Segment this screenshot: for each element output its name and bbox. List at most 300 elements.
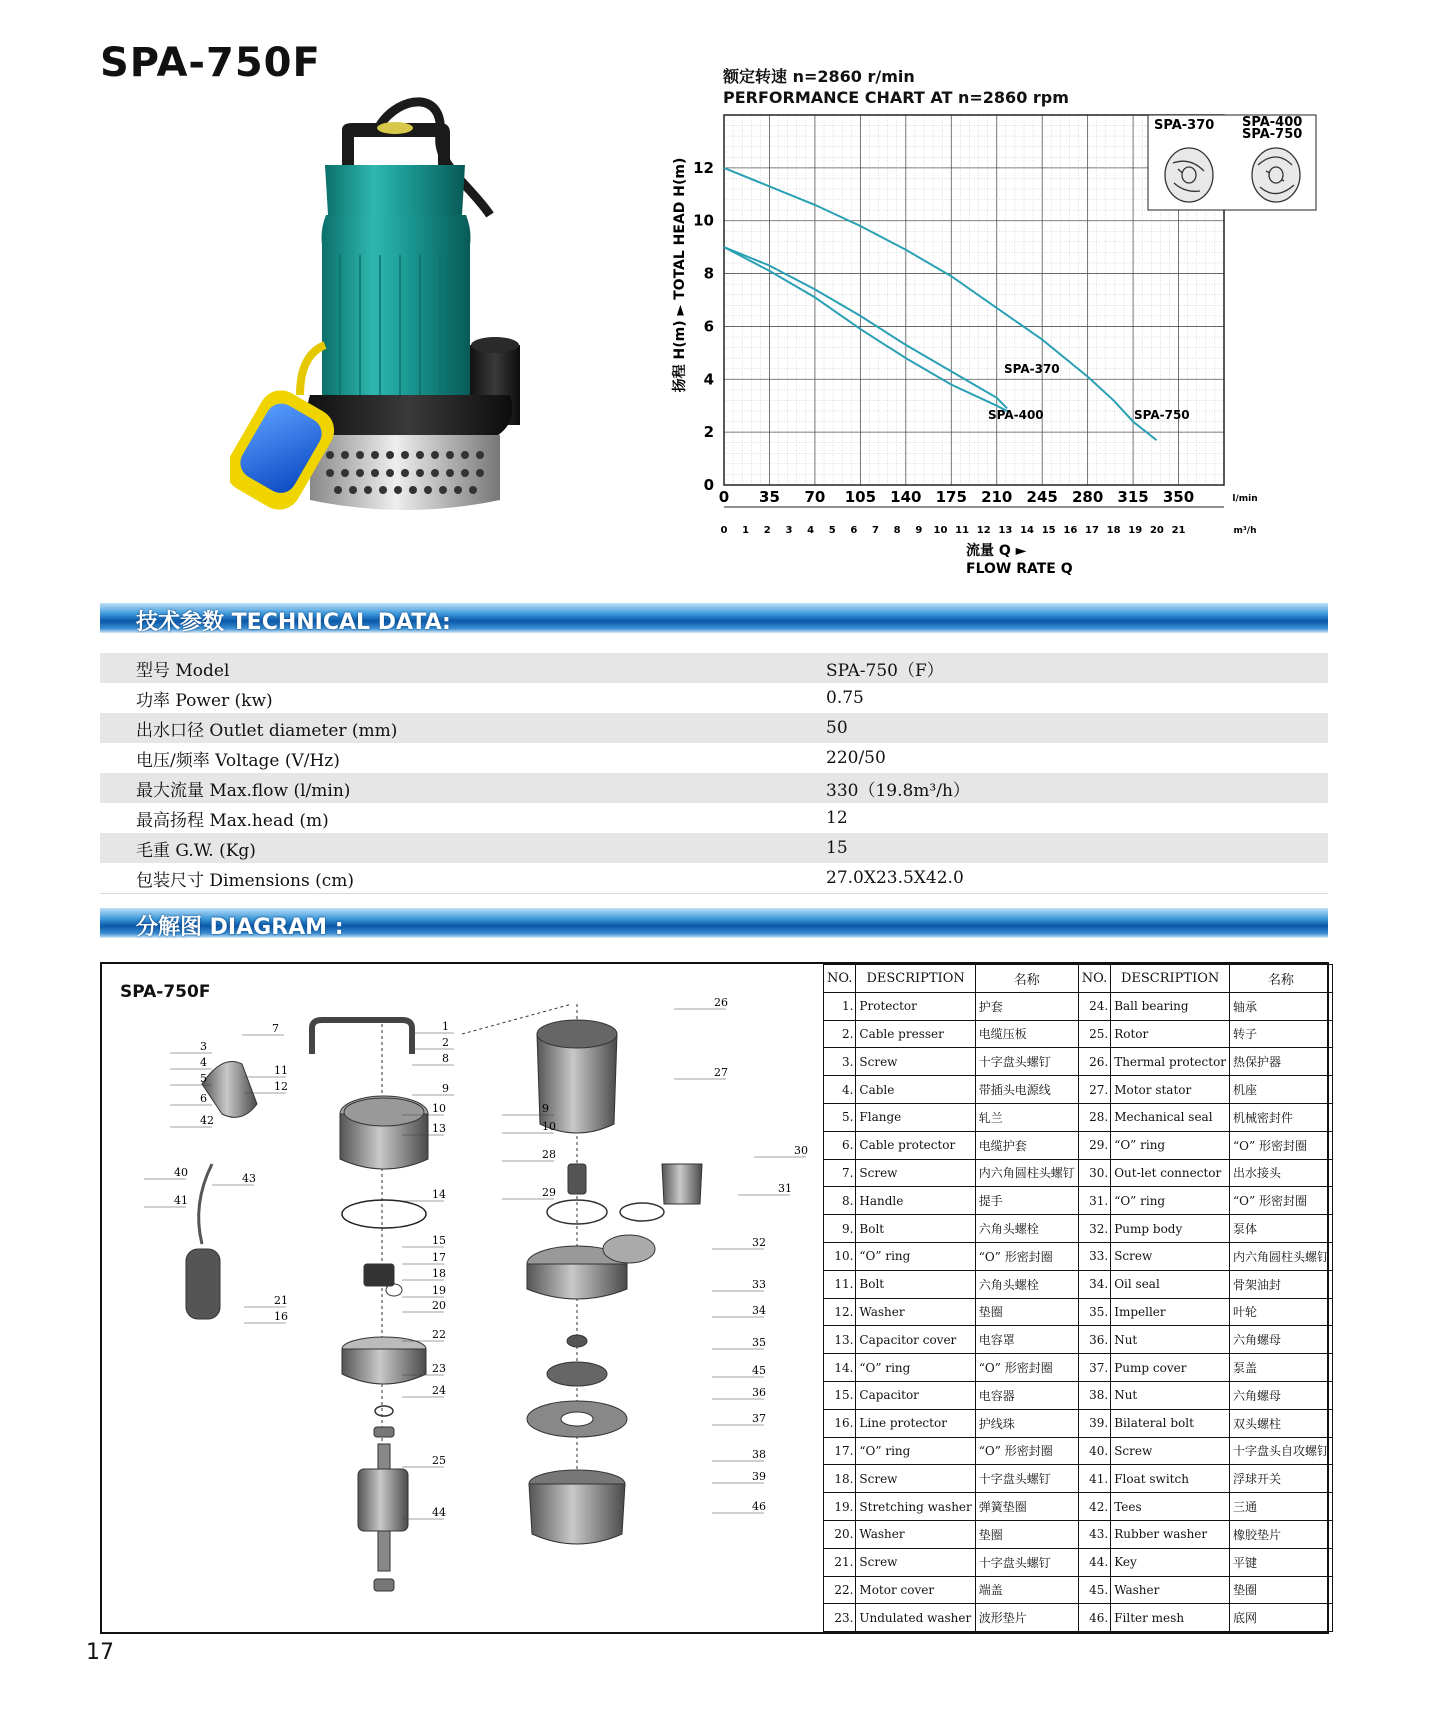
x-tick-label: 350 [1162,488,1195,506]
part-description: Cable presser [856,1020,975,1048]
callout-number: 21 [274,1294,288,1307]
pump-photo [230,95,570,555]
part-description: “O” ring [856,1242,975,1270]
x2-tick-label: 18 [1106,525,1121,536]
part-name-cn: 带插头电源线 [975,1076,1078,1104]
part-description: Capacitor [856,1381,975,1409]
part-name-cn: 六角头螺栓 [975,1270,1078,1298]
parts-row [824,1048,1333,1076]
impeller-legend [1148,105,1316,210]
part-number: 40. [1078,1437,1110,1465]
part-name-cn: 底网 [1230,1604,1333,1632]
part-description: Filter mesh [1111,1604,1230,1632]
part-description: Motor cover [856,1576,975,1604]
impeller-legend-left: SPA-370 [1154,118,1215,133]
tech-row [100,683,1328,713]
part-description: Undulated washer [856,1604,975,1632]
part-name-cn: 转子 [1230,1020,1333,1048]
part-number: 17. [824,1437,856,1465]
tech-value: SPA-750（F） [826,653,1328,683]
part-number: 15. [824,1381,856,1409]
callout-number: 13 [432,1122,446,1135]
part-description: Out-let connector [1111,1159,1230,1187]
part-number: 16. [824,1409,856,1437]
part-name-cn: 六角头螺栓 [975,1215,1078,1243]
x-unit-label: l/min [1232,494,1258,504]
x-tick-label: 245 [1026,488,1058,506]
callout-number: 26 [714,996,728,1009]
part-name-cn: 六角螺母 [1230,1326,1333,1354]
part-description: Handle [856,1187,975,1215]
callout-number: 7 [272,1022,279,1035]
parts-row [824,1159,1333,1187]
part-name-cn: 轴承 [1230,992,1333,1020]
callout-number: 33 [752,1278,766,1291]
part-description: Thermal protector [1111,1048,1230,1076]
part-name-cn: 提手 [975,1187,1078,1215]
callout-number: 12 [274,1080,288,1093]
part-name-cn: 平键 [1230,1548,1333,1576]
technical-data-table [100,653,1328,894]
callout-number: 35 [752,1336,766,1349]
col-name-cn-2: 名称 [1230,965,1333,993]
x2-tick-label: 19 [1128,525,1143,536]
callout-number: 1 [442,1020,449,1033]
tech-key: 电压/频率 Voltage (V/Hz) [136,750,340,771]
series-line-spa-400 [724,247,1007,411]
part-number: 32. [1078,1215,1110,1243]
tech-value: 27.0X23.5X42.0 [826,863,1328,894]
parts-row [824,1493,1333,1521]
part-number: 3. [824,1048,856,1076]
y-tick-label: 2 [703,423,714,442]
part-name-cn: 垫圈 [975,1298,1078,1326]
x2-tick-label: 14 [1020,525,1034,536]
tech-row [100,833,1328,863]
parts-row [824,1437,1333,1465]
col-description: DESCRIPTION [856,965,975,993]
callout-number: 9 [542,1102,549,1115]
part-description: Stretching washer [856,1493,975,1521]
part-description: Screw [856,1548,975,1576]
part-number: 10. [824,1242,856,1270]
x2-tick-label: 20 [1149,525,1164,536]
parts-row [824,1576,1333,1604]
x-tick-label: 315 [1117,488,1149,506]
x2-tick-label: 6 [850,525,858,536]
callout-number: 6 [200,1092,207,1105]
part-name-cn: 电缆护套 [975,1131,1078,1159]
col-no-2: NO. [1078,965,1110,993]
callout-number: 15 [432,1234,446,1247]
callout-number: 36 [752,1386,766,1399]
parts-row [824,1548,1333,1576]
tech-key: 最高扬程 Max.head (m) [136,810,329,831]
part-number: 9. [824,1215,856,1243]
part-name-cn: 橡胶垫片 [1230,1520,1333,1548]
part-number: 18. [824,1465,856,1493]
part-description: “O” ring [1111,1131,1230,1159]
part-name-cn: 浮球开关 [1230,1465,1333,1493]
part-name-cn: 垫圈 [1230,1576,1333,1604]
part-name-cn: 弹簧垫圈 [975,1493,1078,1521]
performance-chart [630,105,1350,585]
part-number: 43. [1078,1520,1110,1548]
callout-number: 29 [542,1186,556,1199]
part-description: Mechanical seal [1111,1103,1230,1131]
part-description: Key [1111,1548,1230,1576]
callout-number: 42 [200,1114,214,1127]
part-number: 36. [1078,1326,1110,1354]
series-line-spa-750 [724,168,1157,440]
y-tick-label: 4 [703,370,714,389]
x2-tick-label: 12 [976,525,991,536]
part-number: 11. [824,1270,856,1298]
callout-number: 11 [274,1064,288,1077]
callout-number: 10 [542,1120,556,1133]
part-name-cn: 端盖 [975,1576,1078,1604]
part-name-cn: 叶轮 [1230,1298,1333,1326]
part-name-cn: 十字盘头螺钉 [975,1465,1078,1493]
tech-row [100,863,1328,894]
tech-value: 12 [826,808,848,828]
right-assembly [462,1004,702,1544]
tech-key: 出水口径 Outlet diameter (mm) [100,713,826,743]
part-description: Rubber washer [1111,1520,1230,1548]
x-tick-label: 175 [935,488,967,506]
part-number: 4. [824,1076,856,1104]
callout-number: 18 [432,1267,446,1280]
callout-number: 32 [752,1236,766,1249]
part-name-cn: “O” 形密封圈 [1230,1131,1333,1159]
impeller-closed-icon [1252,148,1300,202]
impeller-open-icon [1165,148,1213,202]
part-description: Washer [1111,1576,1230,1604]
part-name-cn: 护套 [975,992,1078,1020]
tech-row [100,653,1328,683]
part-description: Tees [1111,1493,1230,1521]
callout-number: 39 [752,1470,766,1483]
parts-table-header [824,965,1333,993]
exploded-diagram [102,964,822,1628]
part-number: 1. [824,992,856,1020]
x2-tick-label: 2 [763,525,771,536]
diagram-model-label: SPA-750F [120,982,211,1002]
parts-row [824,1020,1333,1048]
x2-tick-label: 15 [1041,525,1056,536]
part-description: Screw [1111,1242,1230,1270]
part-name-cn: 骨架油封 [1230,1270,1333,1298]
callout-number: 4 [200,1056,207,1069]
tech-value: 0.75 [826,688,864,708]
part-name-cn: 波形垫片 [975,1604,1078,1632]
tech-row [100,803,1328,833]
part-name-cn: 泵盖 [1230,1354,1333,1382]
y-tick-label: 10 [693,211,714,230]
part-name-cn: 电容罩 [975,1326,1078,1354]
part-name-cn: 六角螺母 [1230,1381,1333,1409]
part-number: 33. [1078,1242,1110,1270]
x2-tick-label: 0 [720,525,728,536]
x2-tick-label: 1 [742,525,750,536]
part-name-cn: 三通 [1230,1493,1333,1521]
part-description: Impeller [1111,1298,1230,1326]
part-name-cn: 十字盘头螺钉 [975,1048,1078,1076]
callout-number: 10 [432,1102,446,1115]
x2-unit-label: m³/h [1233,526,1257,536]
tech-value: 15 [826,833,1328,863]
callout-number: 40 [174,1166,188,1179]
part-description: Screw [1111,1437,1230,1465]
x2-tick-label: 10 [933,525,948,536]
tech-key: 包装尺寸 Dimensions (cm) [100,863,826,894]
part-number: 25. [1078,1020,1110,1048]
series-label-spa-400: SPA-400 [988,408,1044,422]
col-no: NO. [824,965,856,993]
callout-number: 37 [752,1412,766,1425]
part-number: 35. [1078,1298,1110,1326]
callout-number: 9 [442,1082,449,1095]
part-description: Nut [1111,1381,1230,1409]
part-name-cn: 电缆压板 [975,1020,1078,1048]
parts-row [824,1604,1333,1632]
part-number: 8. [824,1187,856,1215]
tech-row [100,773,1328,803]
part-number: 30. [1078,1159,1110,1187]
part-name-cn: 十字盘头自攻螺钉 [1230,1437,1333,1465]
part-description: Screw [856,1048,975,1076]
technical-data-title: 技术参数 TECHNICAL DATA: [136,610,451,635]
diagram-header [100,908,1328,938]
page-title: SPA-750F [100,40,321,86]
impeller-legend-right2: SPA-750 [1242,127,1303,142]
part-number: 24. [1078,992,1110,1020]
part-description: Screw [856,1465,975,1493]
page-number: 17 [86,1640,114,1665]
x-tick-label: 140 [890,488,922,506]
part-description: Cable protector [856,1131,975,1159]
y-tick-label: 12 [693,158,714,177]
part-name-cn: 出水接头 [1230,1159,1333,1187]
part-description: Nut [1111,1326,1230,1354]
part-number: 34. [1078,1270,1110,1298]
part-description: Washer [856,1520,975,1548]
part-description: Float switch [1111,1465,1230,1493]
callout-number: 28 [542,1148,556,1161]
part-description: Cable [856,1076,975,1104]
part-description: Line protector [856,1409,975,1437]
col-description-2: DESCRIPTION [1111,965,1230,993]
parts-row [824,1076,1333,1104]
part-number: 21. [824,1548,856,1576]
diagram-title: 分解图 DIAGRAM : [136,915,344,940]
x-tick-label: 70 [804,488,826,506]
callout-number: 23 [432,1362,446,1375]
part-description: Bolt [856,1215,975,1243]
part-name-cn: “O” 形密封圈 [975,1242,1078,1270]
part-description: “O” ring [856,1437,975,1465]
x2-tick-label: 7 [872,525,879,536]
part-description: Capacitor cover [856,1326,975,1354]
parts-row [824,1381,1333,1409]
x-axis-label-en: FLOW RATE Q [966,561,1073,577]
part-description: Rotor [1111,1020,1230,1048]
part-name-cn: 机座 [1230,1076,1333,1104]
part-number: 38. [1078,1381,1110,1409]
tech-value: 220/50 [826,748,886,768]
parts-row [824,1326,1333,1354]
part-description: Ball bearing [1111,992,1230,1020]
part-number: 31. [1078,1187,1110,1215]
callout-number: 25 [432,1454,446,1467]
part-number: 46. [1078,1604,1110,1632]
x2-tick-label: 4 [807,525,815,536]
part-number: 44. [1078,1548,1110,1576]
part-name-cn: 双头螺柱 [1230,1409,1333,1437]
x2-tick-label: 11 [955,525,970,536]
part-number: 42. [1078,1493,1110,1521]
part-number: 6. [824,1131,856,1159]
col-name-cn: 名称 [975,965,1078,993]
part-name-cn: 热保护器 [1230,1048,1333,1076]
x-tick-label: 210 [981,488,1013,506]
x2-tick-label: 17 [1085,525,1099,536]
tech-key: 型号 Model [100,653,826,683]
callout-number: 43 [242,1172,256,1185]
part-number: 45. [1078,1576,1110,1604]
part-name-cn: 内六角圆柱头螺钉 [975,1159,1078,1187]
y-tick-label: 0 [703,476,714,494]
part-description: Motor stator [1111,1076,1230,1104]
part-number: 28. [1078,1103,1110,1131]
tech-key: 功率 Power (kw) [136,690,273,711]
part-description: Protector [856,992,975,1020]
part-name-cn: 十字盘头螺钉 [975,1548,1078,1576]
part-number: 26. [1078,1048,1110,1076]
tech-value: 330（19.8m³/h） [826,773,1328,803]
tech-key: 毛重 G.W. (Kg) [100,833,826,863]
x2-tick-label: 9 [915,525,923,536]
part-name-cn: “O” 形密封圈 [975,1437,1078,1465]
part-description: Washer [856,1298,975,1326]
part-number: 14. [824,1354,856,1382]
callout-number: 31 [778,1182,792,1195]
part-description: “O” ring [856,1354,975,1382]
parts-row [824,1242,1333,1270]
part-number: 37. [1078,1354,1110,1382]
callout-number: 41 [174,1194,188,1207]
parts-table [823,964,1333,1632]
part-number: 13. [824,1326,856,1354]
x2-tick-label: 21 [1171,525,1186,536]
callout-number: 5 [200,1072,207,1085]
x2-tick-label: 5 [828,525,836,536]
series-label-spa-370: SPA-370 [1004,362,1060,376]
chart-title: PERFORMANCE CHART AT n=2860 rpm [723,88,1069,107]
left-assembly [186,1020,428,1591]
part-number: 41. [1078,1465,1110,1493]
callout-number: 46 [752,1500,766,1513]
impeller-legend-right1: SPA-400 [1242,115,1303,130]
callout-number: 30 [794,1144,808,1157]
part-name-cn: “O” 形密封圈 [1230,1187,1333,1215]
callout-number: 2 [442,1036,449,1049]
parts-row [824,1409,1333,1437]
parts-row [824,992,1333,1020]
part-description: “O” ring [1111,1187,1230,1215]
part-number: 22. [824,1576,856,1604]
callout-number: 44 [432,1506,446,1519]
callout-number: 20 [432,1299,446,1312]
part-name-cn: “O” 形密封圈 [975,1354,1078,1382]
tech-row [100,743,1328,773]
part-name-cn: 机械密封件 [1230,1103,1333,1131]
parts-row [824,1520,1333,1548]
tech-key: 最大流量 Max.flow (l/min) [100,773,826,803]
callout-number: 34 [752,1304,766,1317]
callout-number: 22 [432,1328,446,1341]
x-tick-label: 280 [1071,488,1104,506]
part-number: 12. [824,1298,856,1326]
x2-tick-label: 16 [1063,525,1078,536]
part-number: 27. [1078,1076,1110,1104]
x2-tick-label: 13 [998,525,1013,536]
parts-row [824,1465,1333,1493]
callout-number: 24 [432,1384,446,1397]
callout-number: 16 [274,1310,288,1323]
part-number: 23. [824,1604,856,1632]
part-name-cn: 电容器 [975,1381,1078,1409]
parts-row [824,1354,1333,1382]
callout-number: 17 [432,1251,446,1264]
x-tick-label: 35 [759,488,780,506]
part-description: Pump body [1111,1215,1230,1243]
chart-speed-cn: 额定转速 n=2860 r/min [723,67,915,86]
parts-row [824,1187,1333,1215]
part-description: Screw [856,1159,975,1187]
part-name-cn: 泵体 [1230,1215,1333,1243]
parts-row [824,1298,1333,1326]
x-axis-label-cn: 流量 Q ► [966,543,1027,559]
series-label-spa-750: SPA-750 [1134,408,1190,422]
callout-number: 27 [714,1066,728,1079]
part-description: Flange [856,1103,975,1131]
part-number: 7. [824,1159,856,1187]
technical-data-header [100,603,1328,633]
part-number: 2. [824,1020,856,1048]
callout-number: 19 [432,1284,446,1297]
tech-row [100,713,1328,743]
callout-number: 14 [432,1188,446,1201]
y-axis-label: 扬程 H(m) ► TOTAL HEAD H(m) [672,157,688,393]
part-name-cn: 内六角圆柱头螺钉 [1230,1242,1333,1270]
callout-number: 38 [752,1448,766,1461]
part-description: Bilateral bolt [1111,1409,1230,1437]
x-tick-label: 105 [844,488,877,506]
part-number: 20. [824,1520,856,1548]
y-tick-label: 6 [703,317,714,336]
y-tick-label: 8 [703,264,714,283]
part-number: 39. [1078,1409,1110,1437]
parts-row [824,1215,1333,1243]
series-line-spa-370 [724,247,1007,408]
callout-number: 3 [200,1040,207,1053]
part-number: 19. [824,1493,856,1521]
part-number: 5. [824,1103,856,1131]
tech-value: 50 [826,713,1328,743]
parts-row [824,1103,1333,1131]
part-description: Bolt [856,1270,975,1298]
